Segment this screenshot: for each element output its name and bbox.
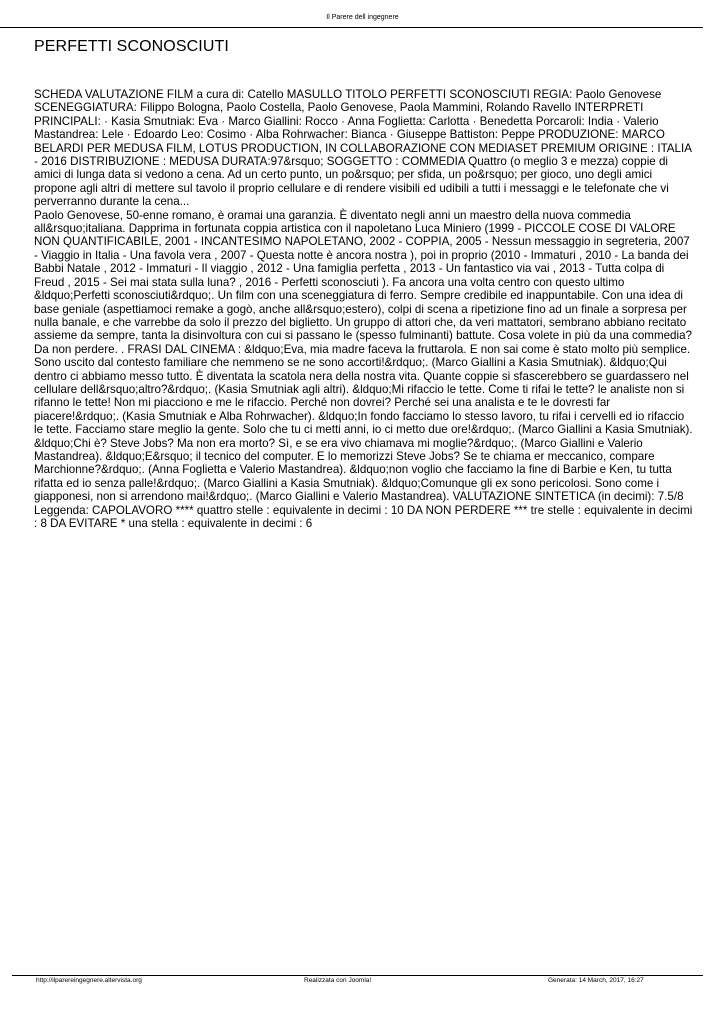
- site-name: Il Parere dell ingegnere: [326, 14, 399, 21]
- header-divider: [0, 27, 703, 28]
- article-title: PERFETTI SCONOSCIUTI: [34, 38, 229, 55]
- footer-generated-date: Generata: 14 March, 2017, 16:27: [548, 977, 644, 984]
- article-body: SCHEDA VALUTAZIONE FILM a cura di: Catello MASULLO TITOLO PERFETTI SCONOSCIUTI REGIA: Paolo Genovese SCENEGGIATURA: Filippo Bologna, Paolo Costella, Paolo Genovese, Paola Mammini, Rolando Ravello INTERPRETI PRINCIPALI: · Kasia Smutniak: Eva · Marco Giallini: Rocco · Anna Foglietta: Carlotta · Benedetta Porcaroli: India · Valerio Mastandrea: Lele · Edoardo Leo: Cosimo · Alba Rohrwacher: Bianca · Giuseppe Battiston: Peppe PRODUZIONE: MARCO BELARDI PER MEDUSA FILM, LOTUS PRODUCTION, IN COLLABORAZIONE CON MEDIASET PREMIUM ORIGINE : ITALIA - 2016 DISTRIBUZIONE : MEDUSA DURATA:97&rsquo; SOGGETTO : COMMEDIA Quattro (o meglio 3 e mezza) coppie di amici di lunga data si vedono a cena. Ad un certo punto, un po&rsquo; per sfida, un po&rsquo; per gioco, uno degli amici propone agli altri di mettere sul tavolo il proprio cellulare e di rendere visibili ed udibili a tutti i messaggi e le telefonate che vi perverranno durante la cena... Paolo Genovese, 50-enne romano, è oramai una garanzia. È diventato negli anni un maestro della nuova commedia all&rsquo;italiana. Dapprima in fortunata coppia artistica con il napoletano Luca Miniero (1999 - PICCOLE COSE DI VALORE NON QUANTIFICABILE, 2001 - INCANTESIMO NAPOLETANO, 2002 - COPPIA, 2005 - Nessun messaggio in segreteria, 2007 - Viaggio in Italia - Una favola vera , 2007 - Questa notte è ancora nostra ), poi in proprio (2010 - Immaturi , 2010 - La banda dei Babbi Natale , 2012 - Immaturi - Il viaggio , 2012 - Una famiglia perfetta , 2013 - Un fantastico via vai , 2013 - Tutta colpa di Freud , 2015 - Sei mai stata sulla luna? , 2016 - Perfetti sconosciuti ). Fa ancora una volta centro con questo ultimo &ldquo;Perfetti sconosciuti&rdquo;. Un film con una sceneggiatura di ferro. Sempre credibile ed inappuntabile. Con una idea di base geniale (aspettiamoci remake a gogò, anche all&rsquo;estero), colpi di scena a ripetizione fino ad un finale a sorpresa per nulla banale, e che varrebbe da solo il prezzo del biglietto. Un gruppo di attori che, da veri mattatori, sembrano abbiano recitato assieme da sempre, tanta la disinvoltura con cui si passano le (spesso fulminanti) battute. Cosa volete in più da una commedia? Da non perdere. . FRASI DAL CINEMA : &ldquo;Eva, mia madre faceva la fruttarola. E non sai come è stato molto più semplice. Sono uscito dal contesto familiare che nemmeno se ne sono accorti!&rdquo;. (Marco Giallini a Kasia Smutniak). &ldquo;Qui dentro ci abbiamo messo tutto. È diventata la scatola nera della nostra vita. Quante coppie si sfascerebbero se guardassero nel cellulare dell&rsquo;altro?&rdquo;. (Kasia Smutniak agli altri). &ldquo;Mi rifaccio le tette. Come ti rifai le tette? le analiste non si rifanno le tette! Non mi piacciono e me le rifaccio. Perché non dovrei? Perché sei una analista e te le dovresti far piacere!&rdquo;. (Kasia Smutniak e Alba Rohrwacher). &ldquo;In fondo facciamo lo stesso lavoro, tu rifai i cervelli ed io rifaccio le tette. Facciamo stare meglio la gente. Solo che tu ci metti anni, io ci metto due ore!&rdquo;. (Marco Giallini a Kasia Smutniak). &ldquo;Chi è? Steve Jobs? Ma non era morto? Sì, e se era vivo chiamava mi moglie?&rdquo;. (Marco Giallini e Valerio Mastandrea). &ldquo;E&rsquo; il tecnico del computer. E lo memorizzi Steve Jobs? Se te chiama er meccanico, compare Marchionne?&rdquo;. (Anna Foglietta e Valerio Mastandrea). &ldquo;non voglio che facciamo la fine di Barbie e Ken, tu tutta rifatta ed io senza palle!&rdquo;. (Marco Giallini a Kasia Smutniak). &ldquo;Comunque gli ex sono pericolosi. Sono come i giapponesi, non si arrendono mai!&rdquo;. (Marco Giallini e Valerio Mastandrea). VALUTAZIONE SINTETICA (in decimi): 7.5/8 Leggenda: CAPOLAVORO **** quattro stelle : equivalente in decimi : 10 DA NON PERDERE *** tre stelle : equivalente in decimi : 8 DA EVITARE * una stella : equivalente in decimi : 6: [34, 88, 693, 530]
- footer-powered-by: Realizzata con Joomla!: [304, 977, 372, 984]
- footer-site-url[interactable]: http://ilparereingegnere.altervista.org: [36, 977, 142, 984]
- footer-divider: [12, 975, 703, 976]
- page-header: [0, 14, 725, 21]
